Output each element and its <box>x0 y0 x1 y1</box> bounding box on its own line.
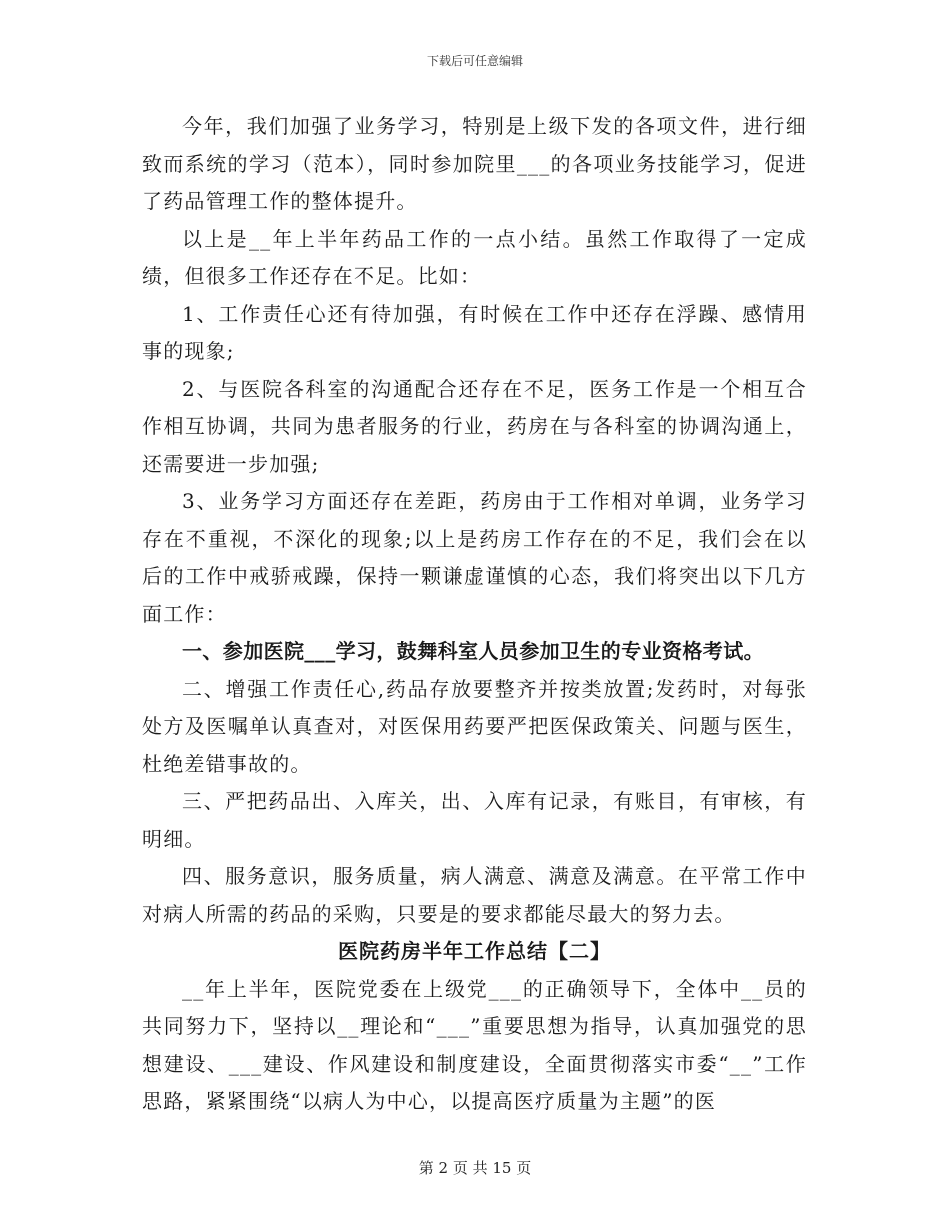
paragraph-summary: 以上是__年上半年药品工作的一点小结。虽然工作取得了一定成绩，但很多工作还存在不足。比如： <box>142 226 807 288</box>
paragraph-issue-2: 2、与医院各科室的沟通配合还存在不足，医务工作是一个相互合作相互协调，共同为患者服务的行业，药房在与各科室的协调沟通上，还需要进一步加强; <box>142 376 807 476</box>
paragraph-plan-2: 二、增强工作责任心,药品存放要整齐并按类放置;发药时，对每张处方及医嘱单认真查对，对医保用药要严把医保政策关、问题与医生，杜绝差错事故的。 <box>142 676 807 776</box>
paragraph-plan-4: 四、服务意识，服务质量，病人满意、满意及满意。在平常工作中对病人所需的药品的采购，只要是的要求都能尽最大的努力去。 <box>142 864 807 926</box>
paragraph-issue-3: 3、业务学习方面还存在差距，药房由于工作相对单调，业务学习存在不重视，不深化的现象;以上是药房工作存在的不足，我们会在以后的工作中戒骄戒躁，保持一颗谦虚谨慎的心态，我们将突出以下几方面工作： <box>142 489 807 626</box>
paragraph-plan-1: 一、参加医院___学习，鼓舞科室人员参加卫生的专业资格考试。 <box>182 639 764 663</box>
section-title: 医院药房半年工作总结【二】 <box>338 939 611 963</box>
paragraph-plan-3: 三、严把药品出、入库关，出、入库有记录，有账目，有审核，有明细。 <box>142 789 807 851</box>
document-body <box>142 108 807 1121</box>
page-number: 第 2 页 共 15 页 <box>418 1159 532 1177</box>
paragraph-study: 今年，我们加强了业务学习，特别是上级下发的各项文件，进行细致而系统的学习（范本），同时参加院里___的各项业务技能学习，促进了药品管理工作的整体提升。 <box>142 114 807 213</box>
paragraph-issue-1: 1、工作责任心还有待加强，有时候在工作中还存在浮躁、感情用事的现象; <box>142 301 807 363</box>
paragraph-section-intro: __年上半年，医院党委在上级党___的正确领导下，全体中__员的共同努力下，坚持以__理论和“___”重要思想为指导，认真加强党的思想建设、___建设、作风建设和制度建设，全面贯彻落实市委“__”工作思路，紧紧围绕“以病人为中心，以提高医疗质量为主题”的医 <box>142 976 807 1113</box>
page-header-note: 下载后可任意编辑 <box>426 54 523 68</box>
